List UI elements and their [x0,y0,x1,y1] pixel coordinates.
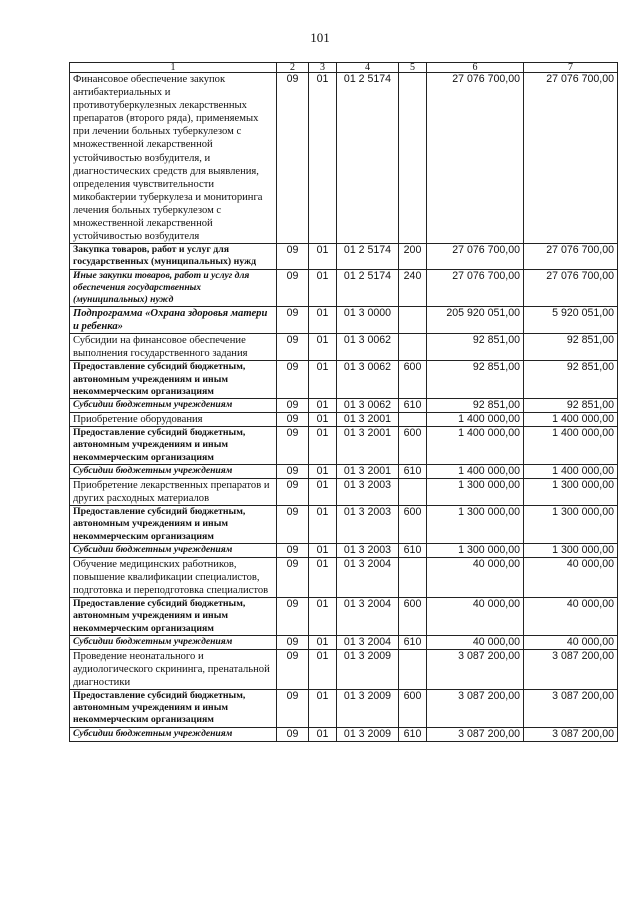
expense-type-code: 200 [399,244,427,269]
expense-type-code [399,334,427,361]
amount-col6: 3 087 200,00 [427,690,524,728]
amount-col6: 40 000,00 [427,598,524,636]
table-row [70,649,618,689]
expense-type-code: 600 [399,598,427,636]
section-code: 09 [277,427,309,465]
amount-col7: 1 400 000,00 [524,427,618,465]
expense-type-code: 610 [399,464,427,478]
amount-col6: 40 000,00 [427,635,524,649]
amount-col7: 5 920 051,00 [524,307,618,334]
table-row [70,73,618,244]
target-article-code: 01 3 2001 [337,427,399,465]
amount-col6: 1 400 000,00 [427,464,524,478]
subsection-code: 01 [309,598,337,636]
table-row [70,727,618,741]
expense-type-code: 610 [399,727,427,741]
amount-col6: 1 400 000,00 [427,413,524,427]
amount-col6: 3 087 200,00 [427,727,524,741]
expense-type-code [399,478,427,505]
expense-type-code [399,73,427,244]
column-header: 7 [524,63,618,73]
expense-type-code [399,307,427,334]
expense-name: Субсидии бюджетным учреждениям [70,464,277,478]
expense-type-code: 240 [399,269,427,307]
amount-col6: 27 076 700,00 [427,73,524,244]
expense-name: Предоставление субсидий бюджетным, автономным учреждениям и иным некоммерческим организациям [70,598,277,636]
section-code: 09 [277,598,309,636]
section-code: 09 [277,464,309,478]
expense-name: Предоставление субсидий бюджетным, автономным учреждениям и иным некоммерческим организациям [70,427,277,465]
subsection-code: 01 [309,464,337,478]
amount-col7: 1 300 000,00 [524,543,618,557]
target-article-code: 01 3 2001 [337,464,399,478]
section-code: 09 [277,543,309,557]
amount-col7: 1 400 000,00 [524,413,618,427]
expense-type-code: 610 [399,399,427,413]
expense-name: Субсидии бюджетным учреждениям [70,635,277,649]
amount-col6: 3 087 200,00 [427,649,524,689]
expense-name: Иные закупки товаров, работ и услуг для обеспечения государственных (муниципальных) нужд [70,269,277,307]
section-code: 09 [277,557,309,597]
section-code: 09 [277,413,309,427]
table-body [70,73,618,742]
subsection-code: 01 [309,557,337,597]
target-article-code: 01 3 0062 [337,399,399,413]
section-code: 09 [277,73,309,244]
target-article-code: 01 3 0000 [337,307,399,334]
target-article-code: 01 3 0062 [337,361,399,399]
section-code: 09 [277,478,309,505]
expense-type-code [399,649,427,689]
amount-col6: 92 851,00 [427,334,524,361]
amount-col7: 40 000,00 [524,598,618,636]
amount-col6: 1 400 000,00 [427,427,524,465]
expense-name: Субсидии бюджетным учреждениям [70,399,277,413]
table-row [70,635,618,649]
table-row [70,690,618,728]
table-row [70,427,618,465]
subsection-code: 01 [309,427,337,465]
table-row [70,598,618,636]
subsection-code: 01 [309,635,337,649]
amount-col7: 27 076 700,00 [524,269,618,307]
target-article-code: 01 3 0062 [337,334,399,361]
expense-type-code: 600 [399,427,427,465]
column-header: 6 [427,63,524,73]
table-row [70,334,618,361]
target-article-code: 01 3 2001 [337,413,399,427]
subsection-code: 01 [309,334,337,361]
table-row [70,361,618,399]
amount-col6: 40 000,00 [427,557,524,597]
amount-col7: 3 087 200,00 [524,690,618,728]
target-article-code: 01 2 5174 [337,269,399,307]
amount-col6: 1 300 000,00 [427,478,524,505]
expense-name: Закупка товаров, работ и услуг для государственных (муниципальных) нужд [70,244,277,269]
amount-col6: 27 076 700,00 [427,269,524,307]
expense-name: Подпрограмма «Охрана здоровья матери и ребенка» [70,307,277,334]
subsection-code: 01 [309,244,337,269]
section-code: 09 [277,649,309,689]
expense-name: Финансовое обеспечение закупок антибактериальных и противотуберкулезных лекарственных препаратов (второго ряда), применяемых при лечении больных туберкулезом с множественной лекарственной устойчивостью возбудителя, и диагностических средств для выявления, определения чувствительности микобактерии туберкулеза и мониторинга лечения больных туберкулезом с множественной лекарственной устойчивостью возбудителя [70,73,277,244]
subsection-code: 01 [309,73,337,244]
amount-col7: 3 087 200,00 [524,649,618,689]
amount-col7: 3 087 200,00 [524,727,618,741]
expense-type-code: 600 [399,690,427,728]
column-header: 2 [277,63,309,73]
subsection-code: 01 [309,690,337,728]
subsection-code: 01 [309,361,337,399]
expense-name: Субсидии бюджетным учреждениям [70,543,277,557]
table-row [70,557,618,597]
section-code: 09 [277,690,309,728]
subsection-code: 01 [309,413,337,427]
section-code: 09 [277,334,309,361]
section-code: 09 [277,727,309,741]
amount-col7: 1 400 000,00 [524,464,618,478]
table-row [70,478,618,505]
expense-type-code: 600 [399,506,427,544]
budget-table [69,62,618,742]
section-code: 09 [277,269,309,307]
subsection-code: 01 [309,506,337,544]
target-article-code: 01 3 2004 [337,598,399,636]
table-row [70,244,618,269]
table-header-row [70,63,618,73]
expense-type-code: 610 [399,543,427,557]
table-row [70,399,618,413]
target-article-code: 01 2 5174 [337,73,399,244]
column-header: 3 [309,63,337,73]
subsection-code: 01 [309,727,337,741]
amount-col7: 40 000,00 [524,557,618,597]
target-article-code: 01 3 2004 [337,635,399,649]
column-header: 4 [337,63,399,73]
subsection-code: 01 [309,399,337,413]
column-header: 1 [70,63,277,73]
amount-col7: 1 300 000,00 [524,478,618,505]
target-article-code: 01 3 2003 [337,506,399,544]
section-code: 09 [277,506,309,544]
target-article-code: 01 3 2004 [337,557,399,597]
table-row [70,269,618,307]
expense-name: Субсидии на финансовое обеспечение выполнения государственного задания [70,334,277,361]
expense-type-code [399,557,427,597]
subsection-code: 01 [309,307,337,334]
amount-col7: 92 851,00 [524,334,618,361]
section-code: 09 [277,361,309,399]
amount-col7: 1 300 000,00 [524,506,618,544]
table-row [70,413,618,427]
section-code: 09 [277,307,309,334]
table-row [70,543,618,557]
amount-col6: 1 300 000,00 [427,543,524,557]
subsection-code: 01 [309,649,337,689]
amount-col7: 27 076 700,00 [524,244,618,269]
expense-name: Приобретение оборудования [70,413,277,427]
expense-name: Предоставление субсидий бюджетным, автономным учреждениям и иным некоммерческим организациям [70,690,277,728]
table-row [70,307,618,334]
amount-col6: 92 851,00 [427,361,524,399]
column-header: 5 [399,63,427,73]
table-row [70,506,618,544]
target-article-code: 01 3 2009 [337,727,399,741]
expense-type-code: 600 [399,361,427,399]
section-code: 09 [277,635,309,649]
subsection-code: 01 [309,543,337,557]
expense-name: Предоставление субсидий бюджетным, автономным учреждениям и иным некоммерческим организациям [70,506,277,544]
amount-col7: 27 076 700,00 [524,73,618,244]
expense-name: Обучение медицинских работников, повышение квалификации специалистов, подготовка и переподготовка специалистов [70,557,277,597]
target-article-code: 01 3 2009 [337,690,399,728]
expense-type-code [399,413,427,427]
expense-name: Проведение неонатального и аудиологического скрининга, пренатальной диагностики [70,649,277,689]
amount-col6: 92 851,00 [427,399,524,413]
amount-col6: 1 300 000,00 [427,506,524,544]
amount-col6: 27 076 700,00 [427,244,524,269]
expense-name: Субсидии бюджетным учреждениям [70,727,277,741]
section-code: 09 [277,244,309,269]
page-number: 101 [310,30,330,45]
expense-type-code: 610 [399,635,427,649]
subsection-code: 01 [309,478,337,505]
target-article-code: 01 3 2003 [337,478,399,505]
amount-col6: 205 920 051,00 [427,307,524,334]
amount-col7: 40 000,00 [524,635,618,649]
expense-name: Предоставление субсидий бюджетным, автономным учреждениям и иным некоммерческим организациям [70,361,277,399]
expense-name: Приобретение лекарственных препаратов и других расходных материалов [70,478,277,505]
target-article-code: 01 2 5174 [337,244,399,269]
amount-col7: 92 851,00 [524,361,618,399]
amount-col7: 92 851,00 [524,399,618,413]
table-row [70,464,618,478]
target-article-code: 01 3 2003 [337,543,399,557]
target-article-code: 01 3 2009 [337,649,399,689]
section-code: 09 [277,399,309,413]
subsection-code: 01 [309,269,337,307]
